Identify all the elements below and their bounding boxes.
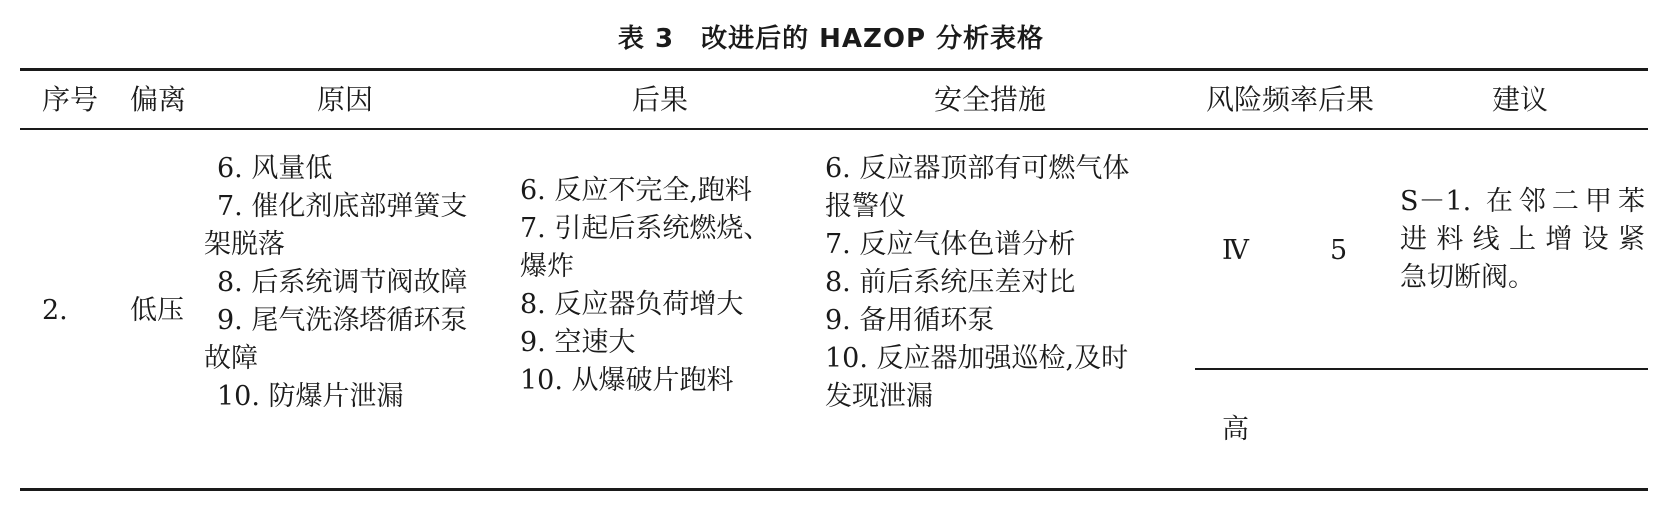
header-safety-measures: 安全措施 bbox=[933, 83, 1046, 116]
consequence-line: 10. 从爆破片跑料 bbox=[520, 365, 734, 396]
consequence-list bbox=[520, 172, 810, 400]
table-bottom-rule bbox=[20, 488, 1648, 491]
consequence-line: 6. 反应不完全,跑料 bbox=[520, 175, 752, 206]
risk-suggestion-divider bbox=[1195, 368, 1648, 370]
safety-measure-line: 7. 反应气体色谱分析 bbox=[825, 229, 1076, 260]
row-deviation: 低压 bbox=[130, 295, 184, 326]
consequence-line: 9. 空速大 bbox=[520, 327, 636, 358]
consequence-line: 8. 反应器负荷增大 bbox=[520, 289, 744, 320]
risk-frequency: Ⅳ bbox=[1222, 235, 1249, 266]
table-top-rule bbox=[20, 68, 1648, 71]
safety-measure-line: 发现泄漏 bbox=[825, 381, 933, 412]
header-deviation: 偏离 bbox=[129, 83, 186, 116]
cause-list bbox=[204, 150, 502, 416]
cause-line: 架脱落 bbox=[204, 229, 285, 260]
consequence-line: 7. 引起后系统燃烧、 bbox=[520, 213, 771, 244]
suggestion-line: 急切断阀。 bbox=[1400, 262, 1535, 293]
suggestion-line: S－1. 在邻二甲苯 bbox=[1400, 186, 1645, 217]
safety-measure-line: 10. 反应器加强巡检,及时 bbox=[825, 343, 1129, 374]
header-consequence: 后果 bbox=[631, 83, 688, 116]
safety-measure-line: 9. 备用循环泵 bbox=[825, 305, 995, 336]
cause-line: 8. 后系统调节阀故障 bbox=[217, 267, 468, 298]
header-seq: 序号 bbox=[41, 83, 98, 116]
suggestion-line: 进料线上增设紧 bbox=[1400, 224, 1645, 255]
cause-line: 10. 防爆片泄漏 bbox=[217, 381, 404, 412]
cause-line: 7. 催化剂底部弹簧支 bbox=[217, 191, 468, 222]
safety-measure-line: 6. 反应器顶部有可燃气体 bbox=[825, 153, 1130, 184]
cause-line: 9. 尾气洗涤塔循环泵 bbox=[217, 305, 468, 336]
header-cause: 原因 bbox=[316, 83, 373, 116]
safety-measure-line: 报警仪 bbox=[825, 191, 906, 222]
risk-consequence: 5 bbox=[1330, 235, 1348, 266]
header-risk: 风险频率后果 bbox=[1205, 83, 1374, 116]
consequence-line: 爆炸 bbox=[520, 251, 574, 282]
safety-measure-list bbox=[825, 150, 1175, 416]
table-title: 表 3 改进后的 HAZOP 分析表格 bbox=[617, 24, 1045, 54]
cause-line: 故障 bbox=[204, 343, 258, 374]
row-seq: 2. bbox=[42, 295, 68, 326]
safety-measure-line: 8. 前后系统压差对比 bbox=[825, 267, 1076, 298]
table-header-rule bbox=[20, 128, 1648, 130]
risk-level: 高 bbox=[1222, 414, 1249, 445]
header-suggestion: 建议 bbox=[1491, 83, 1548, 116]
cause-line: 6. 风量低 bbox=[217, 153, 333, 184]
suggestion-list bbox=[1400, 183, 1645, 297]
